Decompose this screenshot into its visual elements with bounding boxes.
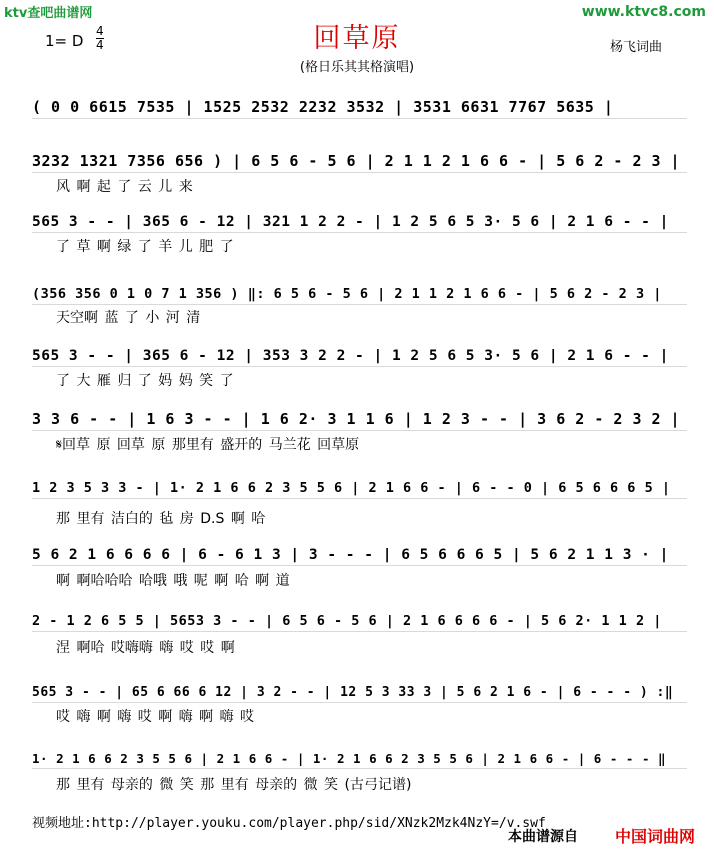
source-site[interactable]: 中国词曲网 — [615, 827, 696, 846]
song-subtitle: (格日乐其其格演唱) — [299, 60, 415, 75]
beam-line — [32, 172, 687, 173]
key-signature: 1= D — [45, 32, 84, 50]
song-author: 杨飞词曲 — [610, 40, 663, 55]
score-row-lyric: 了 草 啊 绿 了 羊 儿 肥 了 — [56, 239, 234, 255]
score-row-notes — [32, 94, 687, 128]
meter-top: 4 — [96, 24, 104, 38]
notes-text: 565 3 - - | 65 6 66 6 12 | 3 2 - - | 12 5 3 33 3 | 5 6 2 1 6 - | 6 - - - ) :‖ — [32, 685, 674, 700]
notes-text: 565 3 - - | 365 6 - 12 | 353 3 2 2 - | 1 2 5 6 5 3· 5 6 | 2 1 6 - - | — [32, 348, 669, 364]
score-row-lyric: 那 里有 母亲的 微 笑 那 里有 母亲的 微 笑 (古弓记谱) — [56, 777, 412, 793]
score-row-lyric: 𝄋回草 原 回草 原 那里有 盛开的 马兰花 回草原 — [56, 437, 360, 453]
notes-text: ( 0 0 6615 7535 | 1525 2532 2232 3532 | 3531 6631 7767 5635 | — [32, 98, 614, 116]
score-row-lyric: 了 大 雁 归 了 妈 妈 笑 了 — [56, 373, 234, 389]
song-title: 回草原 — [313, 23, 401, 54]
source-label: 本曲谱源自 — [508, 829, 578, 845]
score-row-lyric: 风 啊 起 了 云 儿 来 — [56, 179, 193, 195]
beam-line — [32, 631, 687, 632]
beam-line — [32, 565, 687, 566]
notes-text: 1 2 3 5 3 3 - | 1· 2 1 6 6 2 3 5 5 6 | 2 1 6 6 - | 6 - - 0 | 6 5 6 6 6 5 | — [32, 480, 671, 496]
score-row-notes — [32, 474, 687, 508]
beam-line — [32, 702, 687, 703]
beam-line — [32, 304, 687, 305]
notes-text: 2 - 1 2 6 5 5 | 5653 3 - - | 6 5 6 - 5 6 | 2 1 6 6 6 6 - | 5 6 2· 1 1 2 | — [32, 613, 662, 629]
score-row-notes — [32, 744, 687, 778]
beam-line — [32, 498, 687, 499]
video-label: 视频地址: — [32, 816, 92, 831]
watermark-left: ktv查吧曲谱网 — [4, 6, 93, 21]
notes-text: 5 6 2 1 6 6 6 6 | 6 - 6 1 3 | 3 - - - | 6 5 6 6 6 5 | 5 6 2 1 1 3 · | — [32, 547, 669, 563]
notes-text: 565 3 - - | 365 6 - 12 | 321 1 2 2 - | 1 2 5 6 5 3· 5 6 | 2 1 6 - - | — [32, 214, 669, 230]
beam-line — [32, 430, 687, 431]
beam-line — [32, 232, 687, 233]
notes-text: 1· 2 1 6 6 2 3 5 5 6 | 2 1 6 6 - | 1· 2 1 6 6 2 3 5 5 6 | 2 1 6 6 - | 6 - - - ‖ — [32, 751, 667, 766]
score-row-lyric: 哎 嗨 啊 嗨 哎 啊 嗨 啊 嗨 哎 — [56, 709, 255, 725]
notes-text: (356 356 0 1 0 7 1 356 ) ‖: 6 5 6 - 5 6 | 2 1 1 2 1 6 6 - | 5 6 2 - 2 3 | — [32, 286, 662, 302]
beam-line — [32, 768, 687, 769]
video-address — [32, 812, 546, 831]
score-row-lyric: 天空啊 蓝 了 小 河 清 — [56, 310, 201, 326]
score-row-lyric: 涅 啊哈 哎嗨嗨 嗨 哎 哎 啊 — [56, 640, 235, 656]
notes-text: 3232 1321 7356 656 ) | 6 5 6 - 5 6 | 2 1 1 2 1 6 6 - | 5 6 2 - 2 3 | — [32, 152, 681, 170]
beam-line — [32, 366, 687, 367]
score-row-notes — [32, 607, 687, 641]
score-row-lyric: 啊 啊哈哈哈 哈哦 哦 呢 啊 哈 啊 道 — [56, 573, 290, 589]
notes-text: 3 3 6 - - | 1 6 3 - - | 1 6 2· 3 1 1 6 | 1 2 3 - - | 3 6 2 - 2 3 2 | — [32, 410, 681, 428]
meter-bottom: 4 — [96, 38, 104, 52]
beam-line — [32, 118, 687, 119]
video-url[interactable]: http://player.youku.com/player.php/sid/XNzk2Mzk4NzY=/v.swf — [91, 816, 546, 831]
watermark-right: www.ktvc8.com — [581, 4, 706, 20]
score-row-lyric: 那 里有 洁白的 毡 房 D.S 啊 哈 — [56, 511, 266, 527]
